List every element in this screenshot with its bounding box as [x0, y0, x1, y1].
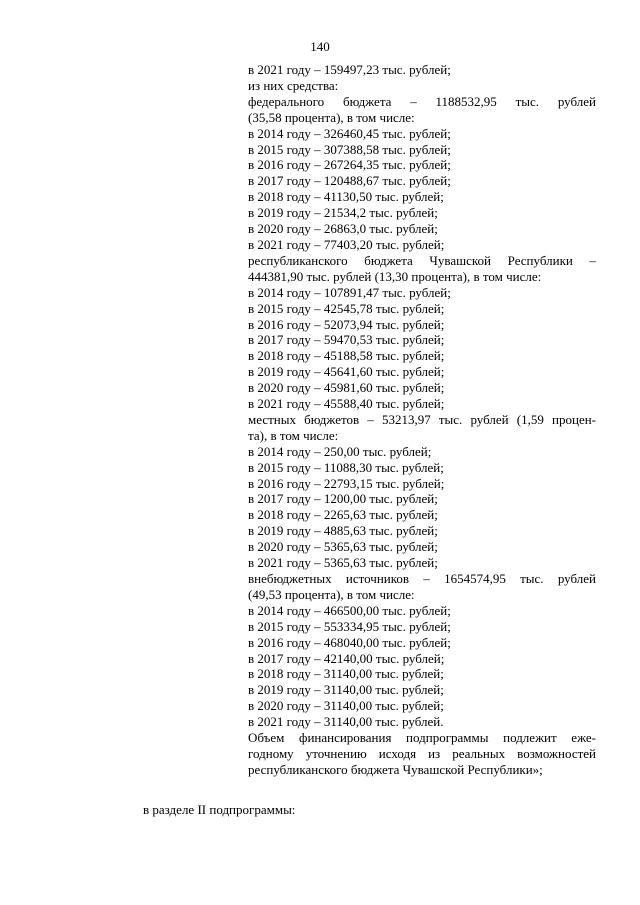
- page-number: 140: [310, 39, 330, 54]
- text-line: в 2014 году – 250,00 тыс. рублей;: [248, 443, 432, 459]
- text-line: в 2018 году – 31140,00 тыс. рублей;: [248, 666, 444, 682]
- text-line: Объем финансирования подпрограммы подлежит еже-: [248, 730, 596, 746]
- text-line: в 2018 году – 45188,58 тыс. рублей;: [248, 348, 445, 364]
- text-line: в 2017 году – 120488,67 тыс. рублей;: [248, 173, 451, 189]
- text-line: годному уточнению исходя из реальных возможностей: [248, 745, 596, 761]
- text-line: (35,58 процента), в том числе:: [248, 109, 415, 125]
- text-line: в 2016 году – 267264,35 тыс. рублей;: [248, 157, 451, 173]
- text-line: в 2020 году – 5365,63 тыс. рублей;: [248, 539, 438, 555]
- text-line: в 2019 году – 4885,63 тыс. рублей;: [248, 523, 438, 539]
- text-line: в 2015 году – 553334,95 тыс. рублей;: [248, 618, 451, 634]
- text-line: в 2020 году – 45981,60 тыс. рублей;: [248, 380, 445, 396]
- text-line: из них средства:: [248, 77, 339, 93]
- text-line: в 2021 году – 159497,23 тыс. рублей;: [248, 62, 451, 77]
- text-line: в 2016 году – 468040,00 тыс. рублей;: [248, 634, 451, 650]
- text-line: в 2017 году – 42140,00 тыс. рублей;: [248, 650, 445, 666]
- text-line: в 2021 году – 77403,20 тыс. рублей;: [248, 236, 445, 252]
- text-line: в 2019 году – 21534,2 тыс. рублей;: [248, 205, 438, 221]
- text-line: та), в том числе:: [248, 427, 339, 443]
- text-line: (49,53 процента), в том числе:: [248, 586, 415, 602]
- text-line: в 2015 году – 42545,78 тыс. рублей;: [248, 300, 445, 316]
- text-line: в 2020 году – 31140,00 тыс. рублей;: [248, 698, 444, 714]
- text-line: в 2017 году – 1200,00 тыс. рублей;: [248, 491, 438, 507]
- section-note: в разделе II подпрограммы:: [143, 802, 296, 817]
- text-line: внебюджетных источников – 1654574,95 тыс. рублей: [248, 571, 596, 586]
- text-line: республиканского бюджета Чувашской Республики –: [248, 252, 596, 268]
- text-line: в 2021 году – 31140,00 тыс. рублей.: [248, 714, 444, 730]
- text-line: в 2021 году – 45588,40 тыс. рублей;: [248, 396, 445, 412]
- text-line: в 2014 году – 466500,00 тыс. рублей;: [248, 602, 451, 618]
- text-line: в 2014 году – 326460,45 тыс. рублей;: [248, 125, 451, 141]
- text-line: в 2014 году – 107891,47 тыс. рублей;: [248, 284, 451, 300]
- text-line: федерального бюджета – 1188532,95 тыс. рублей: [248, 93, 596, 109]
- text-line: республиканского бюджета Чувашской Республики»;: [248, 761, 543, 777]
- text-line: в 2019 году – 31140,00 тыс. рублей;: [248, 682, 444, 698]
- text-line: в 2021 году – 5365,63 тыс. рублей;: [248, 555, 438, 571]
- text-line: в 2017 году – 59470,53 тыс. рублей;: [248, 332, 445, 348]
- text-line: в 2018 году – 41130,50 тыс. рублей;: [248, 189, 444, 205]
- text-line: в 2015 году – 11088,30 тыс. рублей;: [248, 459, 444, 475]
- text-line: в 2020 году – 26863,0 тыс. рублей;: [248, 221, 438, 237]
- text-line: в 2015 году – 307388,58 тыс. рублей;: [248, 141, 451, 157]
- text-line: в 2016 году – 52073,94 тыс. рублей;: [248, 316, 445, 332]
- financing-text-block: [248, 62, 596, 778]
- text-line: в 2018 году – 2265,63 тыс. рублей;: [248, 507, 438, 523]
- text-line: 444381,90 тыс. рублей (13,30 процента), в том числе:: [248, 268, 542, 284]
- text-line: местных бюджетов – 53213,97 тыс. рублей (1,59 процен-: [248, 411, 596, 427]
- text-line: в 2016 году – 22793,15 тыс. рублей;: [248, 475, 445, 491]
- text-line: в 2019 году – 45641,60 тыс. рублей;: [248, 364, 445, 380]
